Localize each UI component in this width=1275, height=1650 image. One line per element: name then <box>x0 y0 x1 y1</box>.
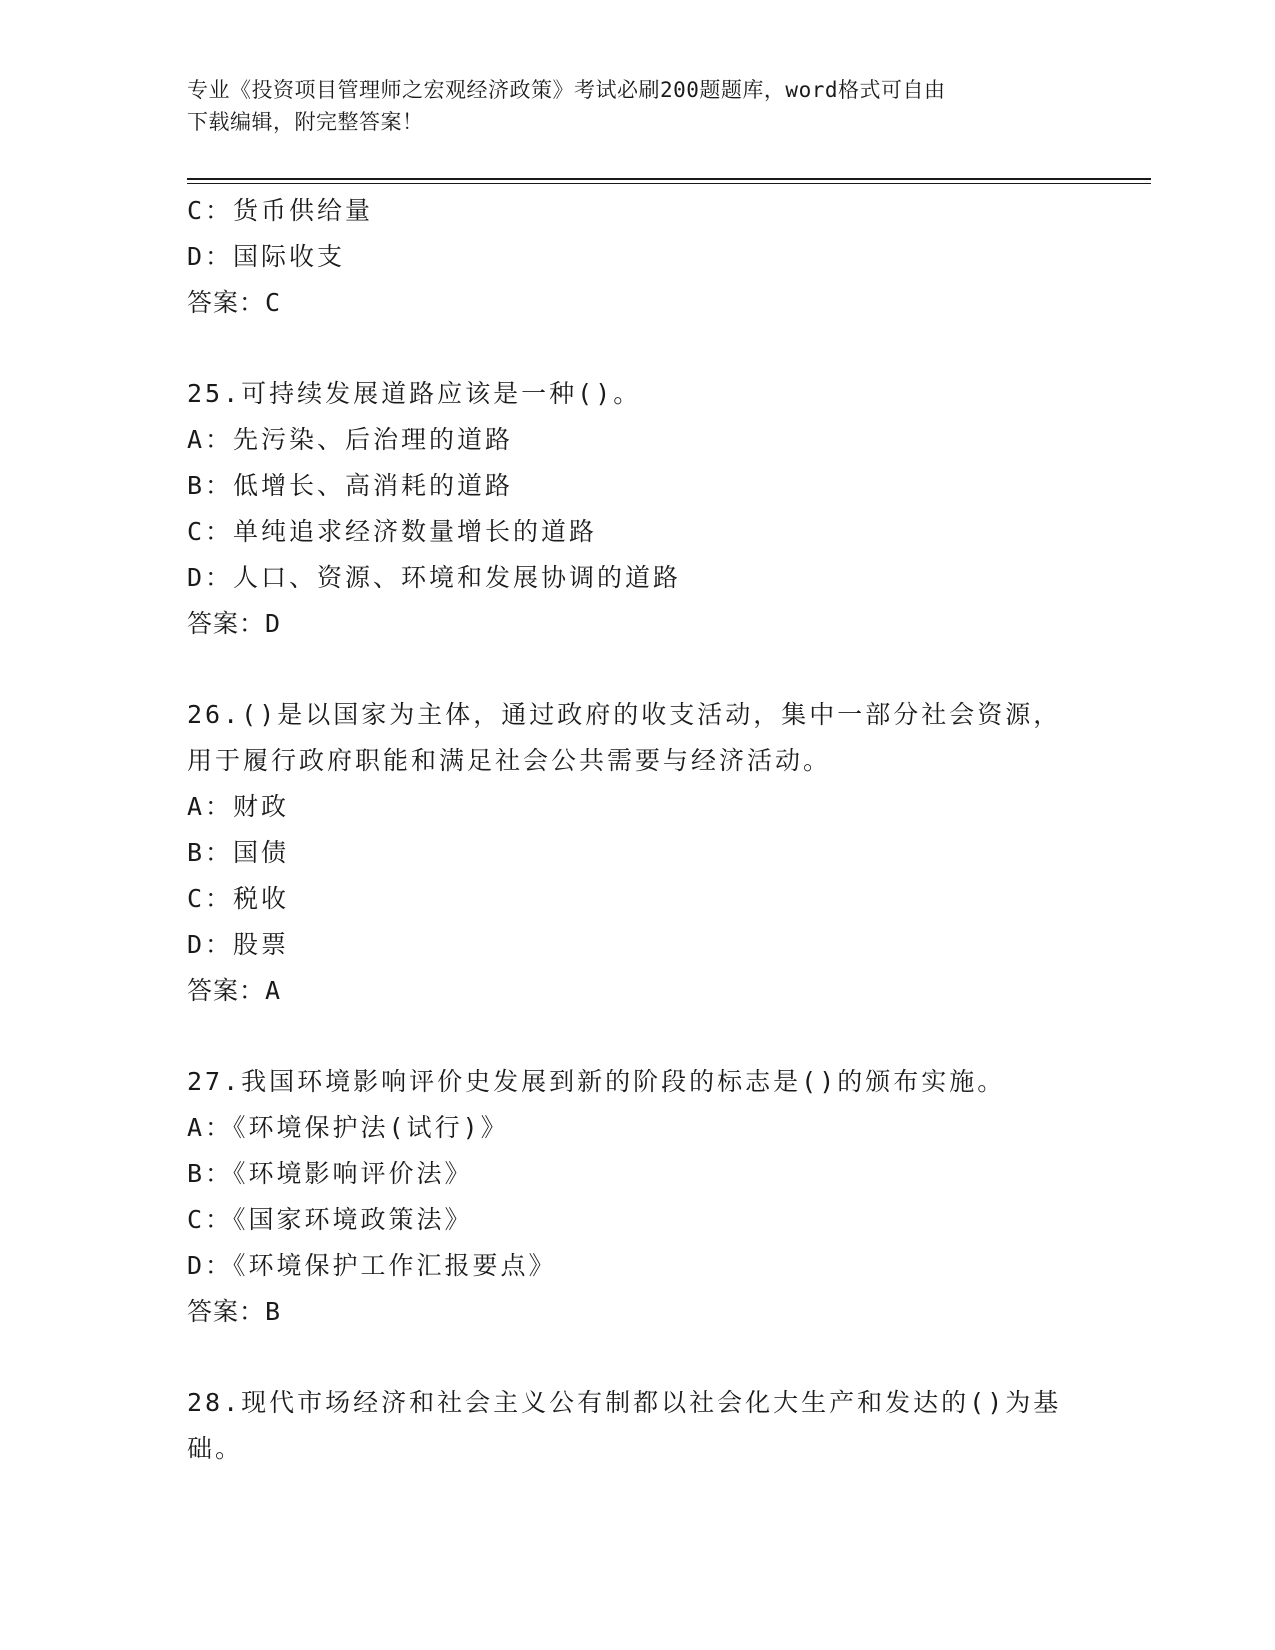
option-b: B：国债 <box>187 838 290 867</box>
question-25 <box>187 371 1087 647</box>
option-d: D：人口、资源、环境和发展协调的道路 <box>187 563 682 592</box>
spacer <box>187 326 1087 371</box>
header-line-1: 专业《投资项目管理师之宏观经济政策》考试必刷200题题库，word格式可自由 <box>187 78 946 102</box>
header-divider-thick <box>187 178 1151 180</box>
prev-question <box>187 188 1087 326</box>
option-c: C：税收 <box>187 884 290 913</box>
header-line-2: 下载编辑，附完整答案！ <box>187 110 424 134</box>
option-a: A：先污染、后治理的道路 <box>187 425 514 454</box>
option-c: C：货币供给量 <box>187 196 374 225</box>
question-list <box>187 188 1087 1472</box>
spacer <box>187 1014 1087 1059</box>
question-28 <box>187 1380 1087 1472</box>
answer-line: 答案：D <box>187 609 282 638</box>
question-text-cont: 础。 <box>187 1434 244 1463</box>
option-d: D：《环境保护工作汇报要点》 <box>187 1251 557 1280</box>
option-b: B：《环境影响评价法》 <box>187 1159 473 1188</box>
option-a: A：财政 <box>187 792 290 821</box>
document-header <box>187 74 1087 138</box>
option-b: B：低增长、高消耗的道路 <box>187 471 514 500</box>
question-27 <box>187 1059 1087 1335</box>
question-text: 27.我国环境影响评价史发展到新的阶段的标志是()的颁布实施。 <box>187 1067 1006 1096</box>
option-d: D：股票 <box>187 930 290 959</box>
option-c: C：《国家环境政策法》 <box>187 1205 473 1234</box>
answer-line: 答案：B <box>187 1297 282 1326</box>
question-text: 25.可持续发展道路应该是一种()。 <box>187 379 642 408</box>
answer-line: 答案：A <box>187 976 282 1005</box>
option-d: D：国际收支 <box>187 242 346 271</box>
question-26 <box>187 692 1087 1014</box>
question-text: 28.现代市场经济和社会主义公有制都以社会化大生产和发达的()为基 <box>187 1388 1062 1417</box>
header-divider-thin <box>187 183 1151 184</box>
option-c: C：单纯追求经济数量增长的道路 <box>187 517 598 546</box>
question-text: 26.()是以国家为主体，通过政府的收支活动，集中一部分社会资源， <box>187 700 1062 729</box>
spacer <box>187 647 1087 692</box>
answer-line: 答案：C <box>187 288 282 317</box>
option-a: A：《环境保护法(试行)》 <box>187 1113 509 1142</box>
question-text-cont: 用于履行政府职能和满足社会公共需要与经济活动。 <box>187 746 832 775</box>
spacer <box>187 1335 1087 1380</box>
